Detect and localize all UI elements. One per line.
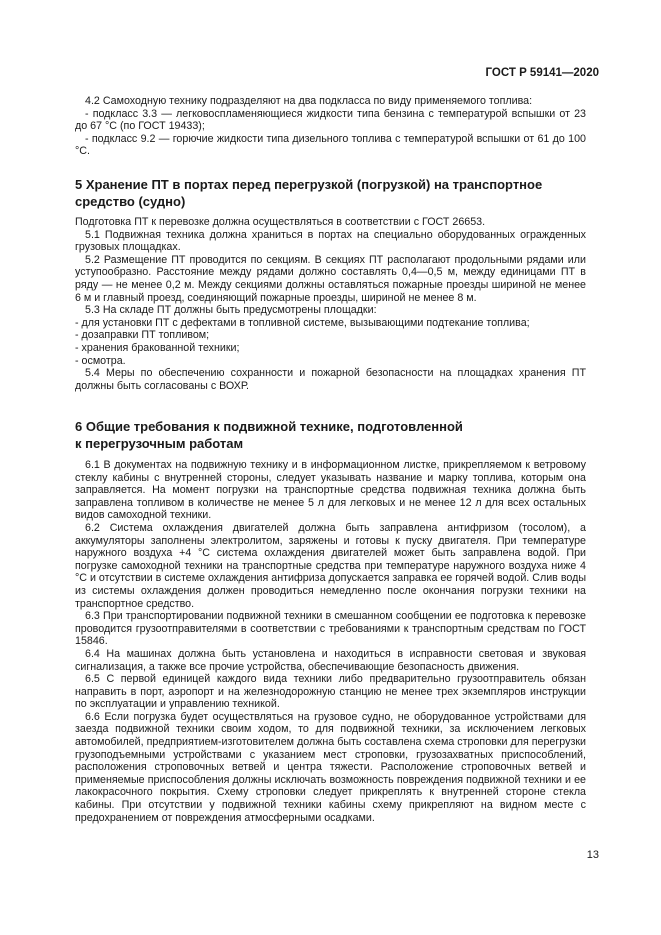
list-item-subclass-3-3: - подкласс 3.3 — легковоспламеняющиеся жидкости типа бензина с температурой вспышки от 23 до 67 °С (по ГОСТ 19433); [75, 107, 586, 133]
list-item: - осмотра. [75, 354, 126, 367]
para-5-4: 5.4 Меры по обеспечению сохранности и пожарной безопасности на площадках хранения ПТ должны быть согласованы с ВОХР. [75, 367, 586, 392]
para-6-3: 6.3 При транспортировании подвижной техники в смешанном сообщении ее подготовка к перевозке проводится грузоотправителями в соответствии с требованиями к транспортным средствам по ГОСТ 15846. [75, 610, 586, 648]
section-4-text [75, 95, 586, 158]
para-5-2: 5.2 Размещение ПТ проводится по секциям. В секциях ПТ располагают продольными рядами или уступообразно. Расстояние между рядами должно составлять 0,4—0,5 м, между единицами ПТ в ряду — не менее 0,2 м. Между секциями должны оставляться пожарные проезды шириной не менее 6 м и главный проезд, соединяющий пожарные проезды, шириной не менее 8 м. [75, 253, 586, 304]
para-5-intro: Подготовка ПТ к перевозке должна осуществляться в соответствии с ГОСТ 26653. [75, 216, 486, 228]
section-6-text [75, 459, 586, 824]
list-item: - для установки ПТ с дефектами в топливной системе, вызывающими подтекание топлива; [75, 316, 530, 329]
para-6-6: 6.6 Если погрузка будет осуществляться на грузовое судно, не оборудованное устройствами для заезда подвижной техники своим ходом, то для подвижной техники, за исключением легковых автомобилей, предприятием-изготовителем должна быть составлена схема строповки для перегрузки грузоподъемными устройствами с указанием мест строповки, грузозахватных приспособлений, расположения строповочных ветвей и центра тяжести. Расположение строповочных ветвей и применяемые приспособления должны исключать возможность повреждения подвижной техники и ее лакокрасочного покрытия. Схему строповки следует прикреплять к внутренней стороне стекла кабины. При отсутствии у подвижной техники кабины схему прикрепляют на видном месте с предохранением от повреждения атмосферными осадками. [75, 710, 586, 824]
list-item: - дозаправки ПТ топливом; [75, 329, 210, 342]
para-6-2: 6.2 Система охлаждения двигателей должна быть заправлена антифризом (тосолом), а аккумуляторы заполнены электролитом, заряжены и готовы к пуску двигателя. При температуре наружного воздуха +4 °С система охлаждения двигателей может быть заправлена водой. При погрузке самоходной техники на транспортные средства при температуре наружного воздуха ниже 4 °С и отсутствии в системе охлаждения антифриза допускается заправка ее горячей водой. Слив воды из системы охлаждения должен проводиться немедленно после окончания погрузки техники на транспортное средство. [75, 521, 587, 610]
para-4-2: 4.2 Самоходную технику подразделяют на два подкласса по виду применяемого топлива: [85, 95, 533, 107]
section-5-text [75, 216, 586, 392]
para-6-5: 6.5 С первой единицей каждого вида техники либо предварительно грузоотправитель обязан направить в порт, аэропорт и на железнодорожную станцию не менее трех экземпляров инструкции по эксплуатации и управлению техникой. [75, 673, 586, 711]
list-item: - хранения бракованной техники; [75, 341, 240, 354]
section-6-heading [75, 419, 595, 452]
standard-number: ГОСТ Р 59141—2020 [485, 67, 599, 79]
section-6-heading-line-1: 6 Общие требования к подвижной технике, подготовленной [75, 419, 463, 434]
para-6-4: 6.4 На машинах должна быть установлена и находиться в исправности световая и звуковая сигнализация, а также все прочие устройства, обеспечивающие безопасность движения. [75, 647, 586, 673]
page-number: 13 [586, 849, 599, 861]
para-5-3: 5.3 На складе ПТ должны быть предусмотрены площадки: [85, 304, 377, 317]
list-item-subclass-9-2: - подкласс 9.2 — горючие жидкости типа дизельного топлива с температурой вспышки от 61 до 100 °С. [75, 132, 586, 158]
section-6-heading-line-2: к перегрузочным работам [75, 435, 244, 451]
para-6-1: 6.1 В документах на подвижную технику и в информационном листке, прикрепляемом к ветровому стеклу кабины с внутренней стороны, следует указывать название и марку топлива, которым она заправляется. На момент погрузки на транспортные средства подвижная техника должна быть заправлена топливом в количестве не менее 5 л для легковых и не менее 12 л для всех остальных видов самоходной техники. [75, 459, 586, 522]
section-5-heading: 5 Хранение ПТ в портах перед перегрузкой (погрузкой) на транспортное средство (судно) [75, 177, 543, 209]
para-5-1: 5.1 Подвижная техника должна храниться в портах на специально оборудованных огражденных грузовых площадках. [75, 228, 586, 254]
